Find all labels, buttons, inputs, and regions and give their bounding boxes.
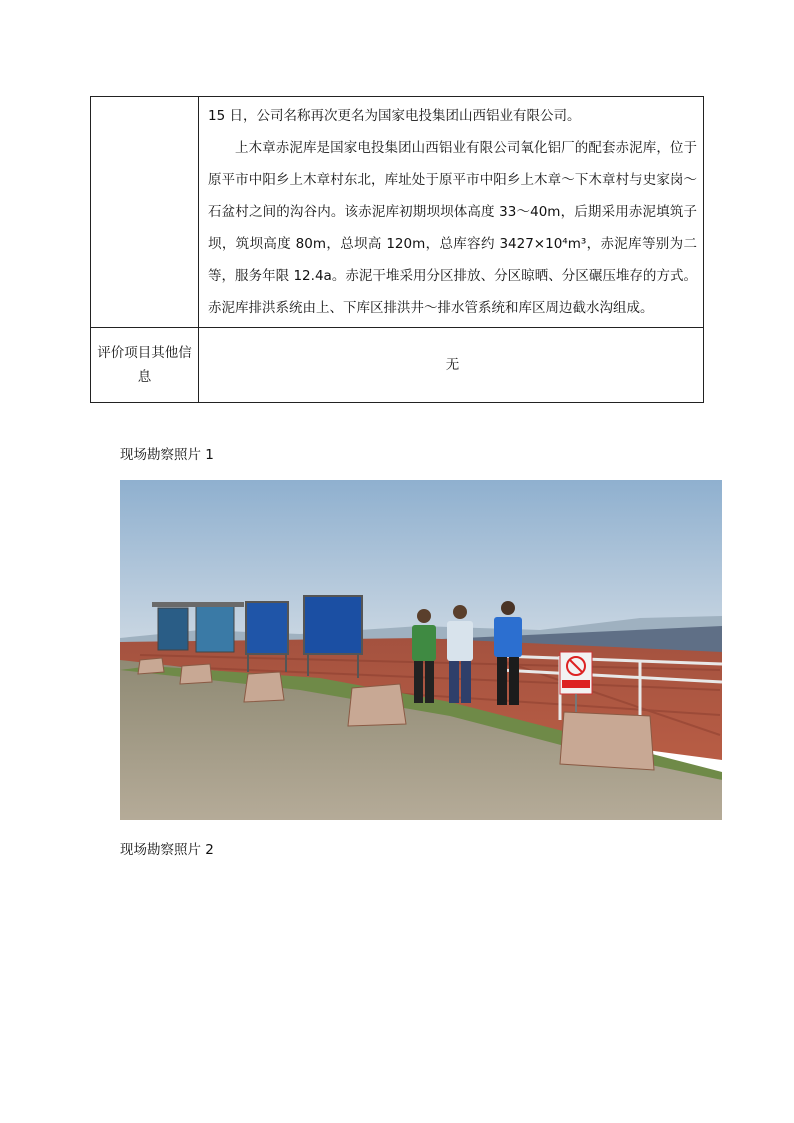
photo-1-caption: 现场勘察照片 1: [120, 447, 214, 463]
description-row: [91, 97, 704, 328]
site-survey-photo-1: [120, 480, 722, 820]
other-info-row: [91, 328, 704, 403]
description-paragraph-2: 上木章赤泥库是国家电投集团山西铝业有限公司氧化铝厂的配套赤泥库，位于原平市中阳乡上木章村东北，库址处于原平市中阳乡上木章～下木章村与史家岗～石盆村之间的沟谷内。该赤泥库初期坝坝体高度 33～40m，后期采用赤泥填筑子坝，筑坝高度 80m，总坝高 120m，总库容约 3427×10⁴m³，赤泥库等别为二等，服务年限 12.4a。赤泥干堆采用分区排放、分区晾晒、分区碾压堆存的方式。赤泥库排洪系统由上、下库区排洪井～排水管系统和库区周边截水沟组成。: [208, 140, 697, 316]
photo-2-caption: 现场勘察照片 2: [120, 842, 214, 858]
description-content-cell: [199, 97, 704, 328]
other-info-label: 评价项目其他信息: [91, 328, 199, 403]
description-paragraph-1: 15 日，公司名称再次更名为国家电投集团山西铝业有限公司。: [208, 108, 581, 124]
other-info-value: 无: [199, 328, 704, 403]
project-info-table: [90, 96, 704, 403]
description-label-cell: [91, 97, 199, 328]
